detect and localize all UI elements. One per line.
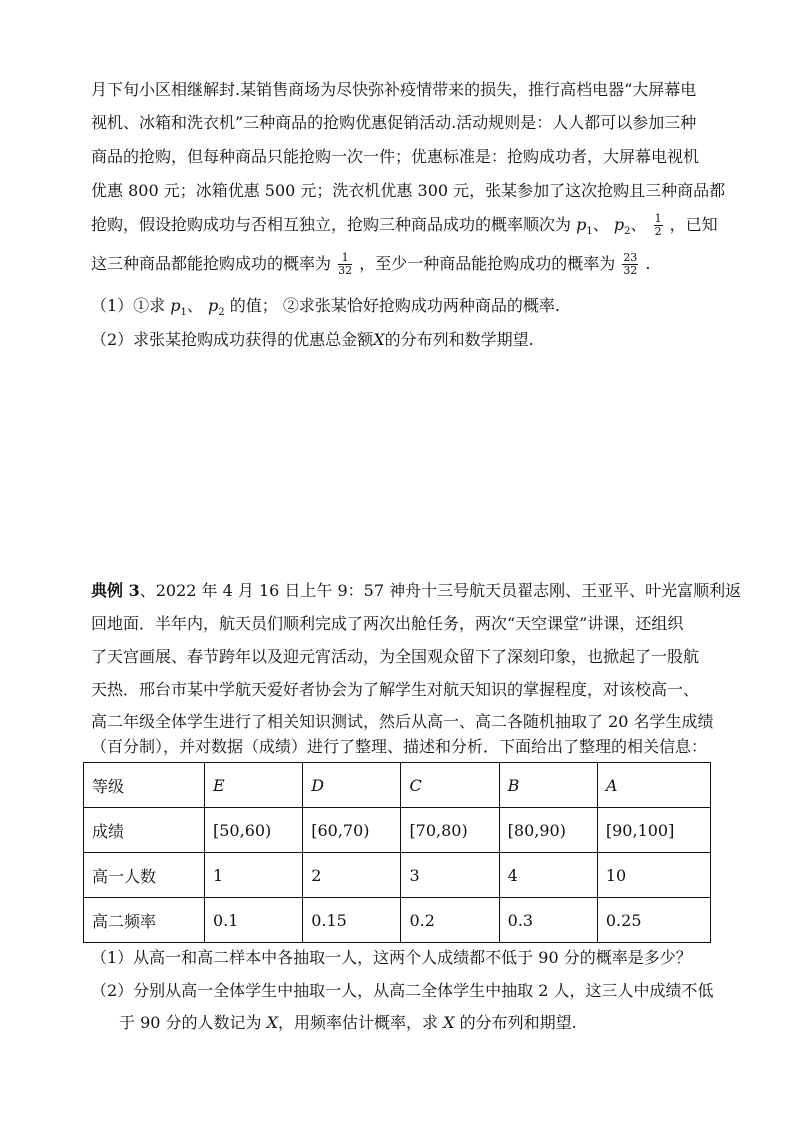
table-cell: 成绩 [84,808,205,853]
example3-line6: （百分制），并对数据（成绩）进行了整理、描述和分析．下面给出了整理的相关信息： [91,737,708,756]
line6-text-b: ，至少一种商品能抢购成功的概率为 [359,254,616,273]
table-cell: [70,80) [401,808,499,853]
table-cell: 10 [597,853,710,898]
table-cell: [60,70) [303,808,401,853]
line5-text: 抢购，假设抢购成功与否相互独立，抢购三种商品成功的概率顺次为 [91,215,572,234]
table-row [84,853,711,898]
table-cell: E [205,763,303,808]
table-cell: 0.2 [401,898,499,943]
q1-sep: 、 [186,296,203,315]
p1-subscript: 1 [586,226,593,238]
q1-p1: p [170,296,181,315]
example3-question-2-line1: （2）分别从高一全体学生中抽取一人，从高二全体学生中抽取 2 人，这三人中成绩不低 [91,981,714,1000]
question-2 [91,330,534,350]
table-cell: 0.1 [205,898,303,943]
table-cell: 高二频率 [84,898,205,943]
q2-line2-a: 于 90 分的人数记为 [119,1013,267,1032]
table-cell: 2 [303,853,401,898]
half-numerator: 1 [654,212,662,225]
q2-line2-c: 的分布列和期望. [454,1013,577,1032]
table-cell: [90,100] [597,808,710,853]
table-cell: D [303,763,401,808]
table-cell: 0.15 [303,898,401,943]
q1-rest: 的值； ②求张某恰好抢购成功两种商品的概率. [229,296,560,315]
para1-line1: 月下旬小区相继解封.某销售商场为尽快弥补疫情带来的损失，推行高档电器“大屏幕电 [91,80,697,99]
q2-line2-b: ，用频率估计概率，求 [278,1013,444,1032]
example3-line2: 回地面．半年内，航天员们顺利完成了两次出舱任务，两次“天空课堂”讲课，还组织 [91,614,684,633]
para1-line6 [91,252,651,277]
separator-1: 、 [592,215,609,234]
q1-p1-sub: 1 [180,307,187,319]
separator-2: 、 [630,215,647,234]
f1-denominator: 32 [338,264,353,277]
q2-x: X [373,330,385,349]
table-cell: 高一人数 [84,853,205,898]
para1-line3: 商品的抢购，但每种商品只能抢购一次一件；优惠标准是：抢购成功者，大屏幕电视机 [91,147,700,166]
example3-line3: 了天宫画展、春节跨年以及迎元宵活动，为全国观众留下了深刻印象，也掀起了一股航 [91,647,700,666]
table-cell: 1 [205,853,303,898]
table-cell: [80,90) [499,808,597,853]
line6-text-c: . [645,254,651,273]
table-row [84,898,711,943]
p1-symbol: p [576,215,587,234]
table-cell: 0.3 [499,898,597,943]
table-cell: B [499,763,597,808]
q1-p2: p [208,296,219,315]
q2-prefix: （2）求张某抢购成功获得的优惠总金额 [91,330,374,349]
q2-x-1: X [266,1013,279,1032]
grade-table [83,762,711,943]
f2-numerator: 23 [623,251,638,264]
example3-question-1: （1）从高一和高二样本中各抽取一人，这两个人成绩都不低于 90 分的概率是多少？ [91,948,692,967]
f2-denominator: 32 [623,264,638,277]
table-row [84,763,711,808]
para1-line2: 视机、冰箱和洗衣机”三种商品的抢购优惠促销活动.活动规则是：人人都可以参加三种 [91,113,697,132]
table-cell: 等级 [84,763,205,808]
example3-text1: 、2022 年 4 月 16 日上午 9：57 神舟十三号航天员翟志刚、王亚平、叶光富顺利返 [139,581,742,600]
example3-label: 典例 3 [91,581,140,600]
question-1 [91,296,560,323]
fraction-1-32 [338,252,352,277]
table-cell: A [597,763,710,808]
example3-line5: 高二年级全体学生进行了相关知识测试，然后从高一、高二各随机抽取了 20 名学生成绩 [91,712,714,731]
table-cell: 3 [401,853,499,898]
para1-line5 [91,213,718,242]
p2-subscript: 2 [624,226,631,238]
example3-line4: 天热．邢台市某中学航天爱好者协会为了解学生对航天知识的掌握程度，对该校高一、 [91,680,700,699]
para1-line4: 优惠 800 元；冰箱优惠 500 元；洗衣机优惠 300 元，张某参加了这次抢购且三种商品都 [91,181,726,200]
half-denominator: 2 [654,225,662,238]
table-cell: [50,60) [205,808,303,853]
table-cell: 0.25 [597,898,710,943]
table-cell: C [401,763,499,808]
line6-text-a: 这三种商品都能抢购成功的概率为 [91,254,332,273]
fraction-23-32 [622,252,638,277]
table-cell: 4 [499,853,597,898]
q1-prefix: （1）①求 [91,296,166,315]
q1-p2-sub: 2 [218,307,225,319]
line5-tail: ，已知 [669,215,718,234]
example3-question-2-line2 [119,1013,577,1033]
fraction-half [654,213,663,238]
table-row [84,808,711,853]
p2-symbol: p [613,215,625,234]
f1-numerator: 1 [338,252,352,265]
q2-rest: 的分布列和数学期望. [384,330,534,349]
example3-line1 [91,581,741,601]
q2-x-2: X [443,1013,455,1032]
